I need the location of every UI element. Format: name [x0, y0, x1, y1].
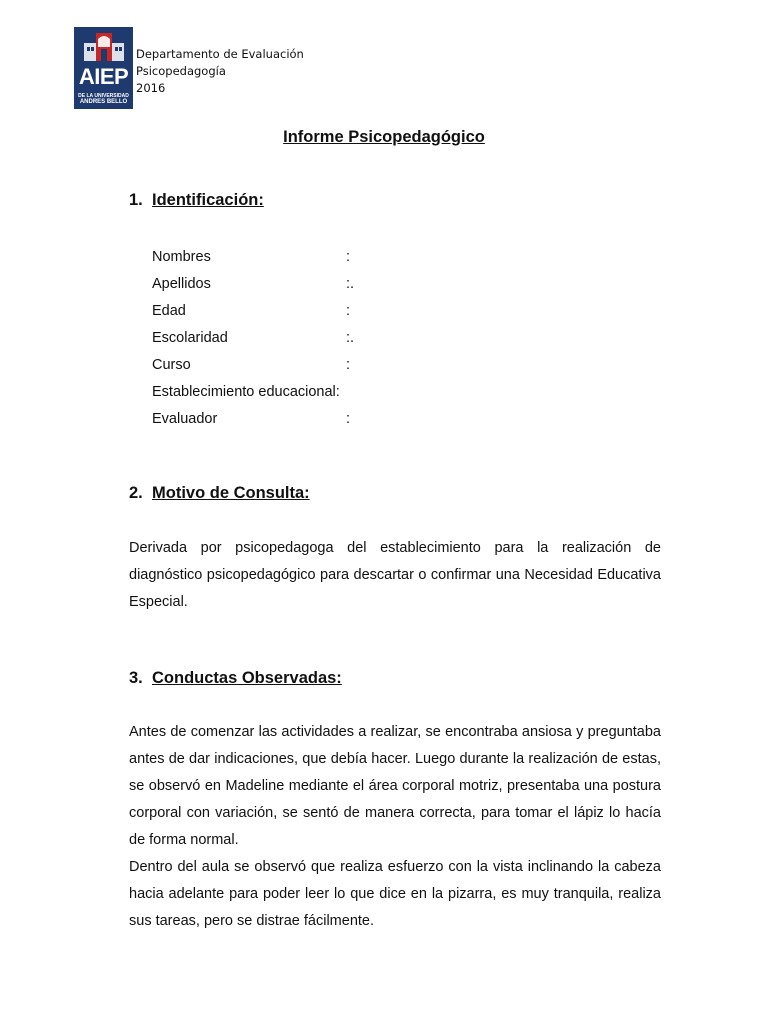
section-title: Conductas Observadas:: [152, 669, 342, 687]
report-year: 2016: [136, 81, 166, 95]
section-number: 2.: [129, 484, 143, 502]
field-evaluador: [152, 406, 351, 433]
field-curso: [152, 352, 351, 379]
motivo-paragraph: [129, 535, 661, 616]
section-heading-conductas: [129, 669, 342, 688]
section-heading-identificacion: [129, 191, 264, 210]
identification-fields: [152, 244, 355, 433]
section-title: Identificación:: [152, 191, 264, 209]
logo-brand: AIEP: [78, 64, 129, 89]
section-number: 1.: [129, 191, 143, 209]
motivo-text: Derivada por psicopedagoga del establecimiento para la realización de diagnóstico psicopedagógico para descartar o confirmar una Necesidad Educativa Especial.: [129, 540, 661, 610]
area-name: Psicopedagogía: [136, 64, 226, 78]
document-title: Informe Psicopedagógico: [283, 128, 485, 146]
field-escolaridad: [152, 325, 355, 352]
section-number: 3.: [129, 669, 143, 687]
field-label: Establecimiento educacional:: [152, 384, 340, 400]
field-apellidos: [152, 271, 355, 298]
field-colon: :: [346, 411, 351, 427]
field-nombres: [152, 244, 351, 271]
logo-subtitle-line1: DE LA UNIVERSIDAD: [78, 93, 129, 99]
section-heading-motivo: [129, 484, 310, 503]
conductas-paragraph-2: Dentro del aula se observó que realiza esfuerzo con la vista inclinando la cabeza hacia adelante para poder leer lo que dice en la pizarra, es muy tranquila, realiza sus tareas, pero se distrae fácilmente.: [129, 859, 661, 929]
field-label: Escolaridad: [152, 330, 228, 346]
field-edad: [152, 298, 351, 325]
field-colon: :.: [346, 330, 355, 346]
field-establecimiento: [152, 379, 340, 406]
field-colon: :: [346, 249, 351, 265]
field-colon: :: [346, 303, 351, 319]
section-title: Motivo de Consulta:: [152, 484, 310, 502]
field-label: Edad: [152, 303, 186, 319]
conductas-paragraphs: [129, 719, 661, 935]
header-info: [136, 46, 304, 97]
logo-subtitle-line2: ANDRES BELLO: [79, 99, 128, 105]
field-label: Evaluador: [152, 411, 218, 427]
aiep-logo: [74, 27, 133, 109]
conductas-paragraph-1: Antes de comenzar las actividades a realizar, se encontraba ansiosa y preguntaba antes de dar indicaciones, que debía hacer. Luego durante la realización de estas, se observó en Madeline mediante el área corporal motriz, presentaba una postura corporal con variación, se sentó de manera correcta, para tomar el lápiz lo hacía de forma normal.: [129, 724, 661, 848]
field-colon: :.: [346, 276, 355, 292]
department-name: Departamento de Evaluación: [136, 47, 304, 61]
field-colon: :: [346, 357, 351, 373]
field-label: Apellidos: [152, 276, 211, 292]
field-label: Curso: [152, 357, 191, 373]
field-label: Nombres: [152, 249, 211, 265]
